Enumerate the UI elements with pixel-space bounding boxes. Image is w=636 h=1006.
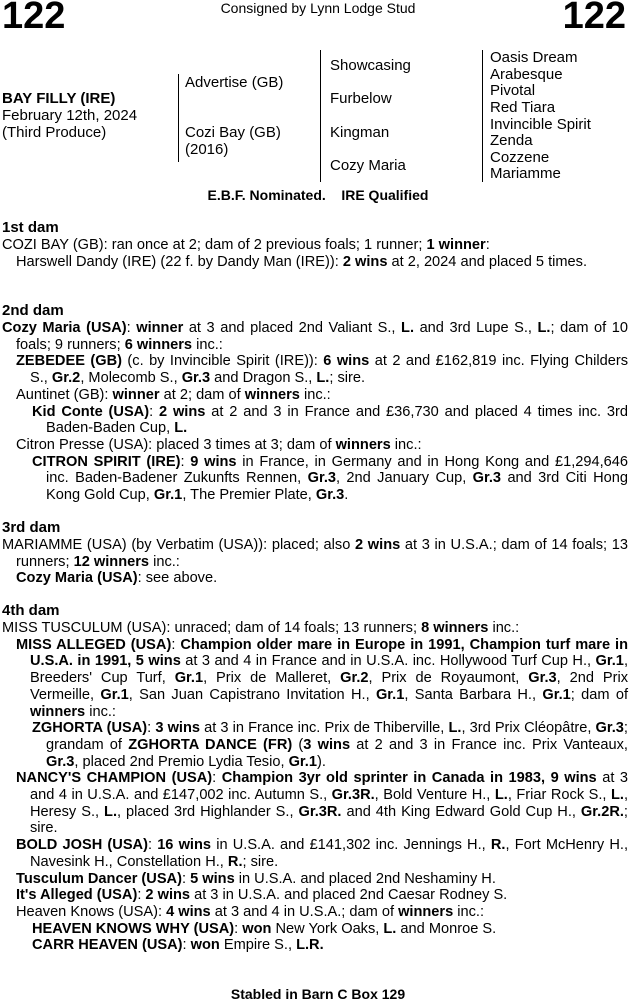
pedigree-sire: Advertise (GB): [185, 74, 284, 91]
section-third-dam: 3rd dam: [2, 519, 61, 536]
lot-number-right: 122: [562, 0, 626, 37]
pedigree-g3-2: Arabesque: [490, 66, 563, 83]
pedigree-dam-sire: Kingman: [330, 124, 390, 141]
pedigree-dam-year: (2016): [185, 141, 229, 158]
pedigree-g3-8: Mariamme: [490, 165, 561, 182]
stabled-footer: Stabled in Barn C Box 129: [230, 986, 406, 1002]
pedigree-line-1: [178, 74, 179, 162]
pedigree-sire-sire: Showcasing: [330, 57, 411, 74]
pedigree-g3-4: Red Tiara: [490, 99, 556, 116]
pedigree-g3-3: Pivotal: [490, 82, 536, 99]
pedigree-dam: Cozi Bay (GB): [185, 124, 281, 141]
nominations: E.B.F. Nominated. IRE Qualified: [207, 187, 429, 203]
pedigree-g3-1: Oasis Dream: [490, 49, 578, 66]
section-second-dam: 2nd dam: [2, 302, 64, 319]
horse-name: BAY FILLY (IRE): [2, 90, 116, 107]
pedigree-dam-dam: Cozy Maria: [330, 157, 406, 174]
section-fourth-dam: 4th dam: [2, 602, 60, 619]
lot-number-left: 122: [2, 0, 66, 37]
pedigree-line-2: [320, 50, 321, 182]
pedigree-g3-7: Cozzene: [490, 149, 550, 166]
second-dam-text: Cozy Maria (USA): winner at 3 and placed 2nd Valiant S., L. and 3rd Lupe S., L.; dam of 10 foals; 9 runners; 6 winners inc.: ZEBEDEE (GB) (c. by Invincible Spirit (IRE)): 6 wins at 2 and £162,819 inc. Flying Childers S., Gr.2, Molecomb S., Gr.3 and Dragon S., L.; sire. Auntinet (GB): winner at 2; dam of winners inc.: Kid Conte (USA): 2 wins at 2 and 3 in France and £36,730 and placed 4 times inc. 3rd Baden-Baden Cup, L. Citron Presse (USA): placed 3 times at 3; dam of winners inc.: CITRON SPIRIT (IRE): 9 wins in France, in Germany and in Hong Kong and £1,294,646 inc. Baden-Badener Zukunfts Rennen, Gr.3, 2nd January Cup, Gr.3 and 3rd Citi Hong Kong Gold Cup, Gr.1, The Premier Plate, Gr.3.: [2, 320, 629, 504]
third-dam-text: MARIAMME (USA) (by Verbatim (USA)): placed; also 2 wins at 3 in U.S.A.; dam of 14 foals; 13 runners; 12 winners inc.: Cozy Maria (USA): see above.: [2, 537, 629, 587]
first-dam-text: COZI BAY (GB): ran once at 2; dam of 2 previous foals; 1 runner; 1 winner: Harswell Dandy (IRE) (22 f. by Dandy Man (IRE)): 2 wins at 2, 2024 and placed 5 times.: [2, 237, 588, 270]
pedigree-line-3: [482, 50, 483, 182]
pedigree-g3-5: Invincible Spirit: [490, 116, 591, 133]
horse-produce: (Third Produce): [2, 124, 107, 141]
section-first-dam: 1st dam: [2, 219, 59, 236]
consignor: Consigned by Lynn Lodge Stud: [220, 0, 416, 16]
pedigree-sire-dam: Furbelow: [330, 90, 392, 107]
pedigree-g3-6: Zenda: [490, 132, 533, 149]
horse-foaled: February 12th, 2024: [2, 107, 138, 124]
fourth-dam-text: MISS TUSCULUM (USA): unraced; dam of 14 foals; 13 runners; 8 winners inc.: MISS ALLEGED (USA): Champion older mare in Europe in 1991, Champion turf mare in U.S.A. in 1991, 5 wins at 3 and 4 in France and in U.S.A. inc. Hollywood Turf Cup H., Gr.1, Breeders' Cup Turf, Gr.1, Prix de Malleret, Gr.2, Prix de Royaumont, Gr.3, 2nd Prix Vermeille, Gr.1, San Juan Capistrano Invitation H., Gr.1, Santa Barbara H., Gr.1; dam of winners inc.: ZGHORTA (USA): 3 wins at 3 in France inc. Prix de Thiberville, L., 3rd Prix Cléopâtre, Gr.3; grandam of ZGHORTA DANCE (FR) (3 wins at 2 and 3 in France inc. Prix Vanteaux, Gr.3, placed 2nd Premio Lydia Tesio, Gr.1). NANCY'S CHAMPION (USA): Champion 3yr old sprinter in Canada in 1983, 9 wins at 3 and 4 in U.S.A. and £147,002 inc. Autumn S., Gr.3R., Bold Venture H., L., Friar Rock S., L., Heresy S., L., placed 3rd Highlander S., Gr.3R. and 4th King Edward Gold Cup H., Gr.2R.; sire. BOLD JOSH (USA): 16 wins in U.S.A. and £141,302 inc. Jennings H., R., Fort McHenry H., Navesink H., Constellation H., R.; sire. Tusculum Dancer (USA): 5 wins in U.S.A. and placed 2nd Neshaminy H. It's Alleged (USA): 2 wins at 3 in U.S.A. and placed 2nd Caesar Rodney S. Heaven Knows (USA): 4 wins at 3 and 4 in U.S.A.; dam of winners inc.: HEAVEN KNOWS WHY (USA): won New York Oaks, L. and Monroe S. CARR HEAVEN (USA): won Empire S., L.R.: [2, 620, 629, 954]
